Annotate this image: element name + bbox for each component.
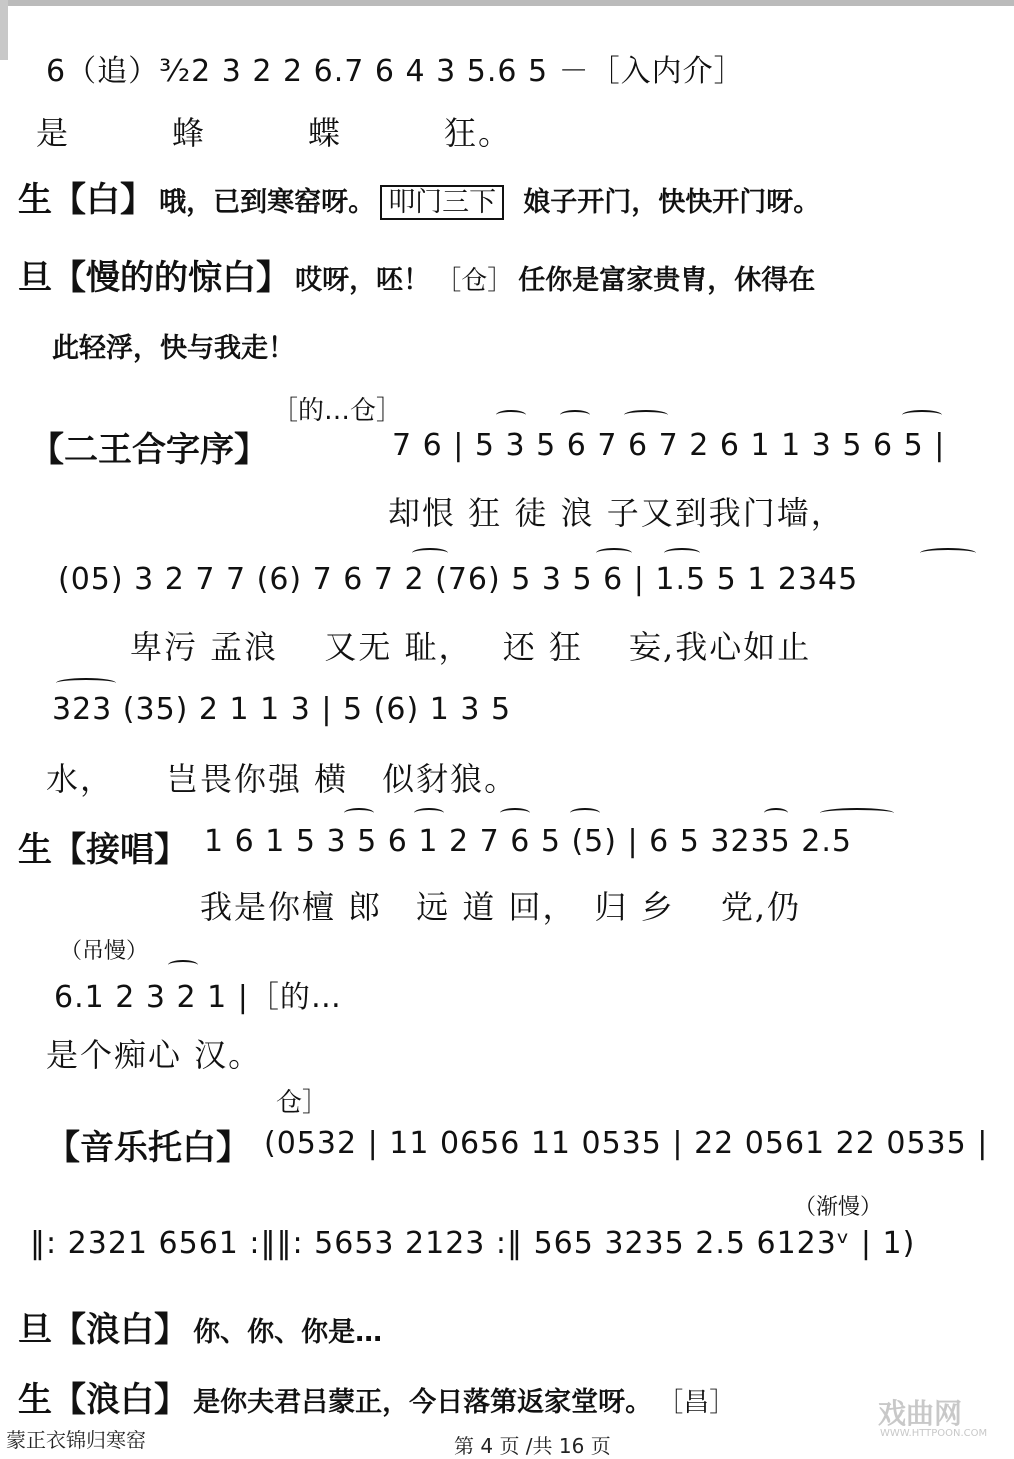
notation-line-4: 323 (35) 2 1 1 3 | 5 (6) 1 3 5 bbox=[52, 692, 512, 727]
notation-line-5: 1 6 1 5 3 5 6 1 2 7 6 5 (5) | 6 5 3235 2.5 bbox=[204, 824, 852, 859]
speaker-label: 旦【浪白】 bbox=[18, 1310, 188, 1350]
slur-mark bbox=[56, 678, 116, 688]
lyric-line-5: 我是你檀 郎 远 道 回， 归 乡 党,仍 bbox=[200, 888, 802, 926]
slur-mark bbox=[560, 410, 590, 420]
slur-mark bbox=[344, 808, 374, 818]
dialogue-text: 你、你、你是… bbox=[193, 1317, 383, 1348]
lyric-line-4: 水， 岂畏你强 横 似豺狼。 bbox=[46, 760, 519, 798]
slur-mark bbox=[624, 410, 668, 420]
lyric-line-3: 卑污 孟浪 又无 耻， 还 狂 妄,我心如止 bbox=[130, 628, 812, 666]
lyric-line-1: 是 蜂 蝶 狂。 bbox=[36, 114, 513, 152]
percussion-cue-3: 仓］ bbox=[276, 1088, 329, 1118]
tune-label-jiechang: 生【接唱】 bbox=[18, 830, 188, 870]
tempo-mark-jianman: （渐慢） bbox=[794, 1195, 883, 1220]
notation-line-3: (05) 3 2 7 7 (6) 7 6 7 2 (76) 5 3 5 6 | 1.5 5 1 2345 bbox=[58, 562, 859, 597]
slur-mark bbox=[168, 960, 198, 970]
percussion-cue: ［仓］ bbox=[435, 266, 514, 296]
watermark-logo: 戏曲网 bbox=[878, 1397, 963, 1430]
scan-top-edge bbox=[0, 0, 1014, 6]
dialogue-text: 哎呀，呸！ bbox=[295, 265, 431, 296]
footer-title: 蒙正衣锦归寒窑 bbox=[6, 1428, 146, 1452]
slur-mark bbox=[820, 808, 894, 818]
dialogue-text: 哦，已到寒窑呀。 bbox=[159, 187, 376, 218]
slur-mark bbox=[902, 410, 942, 420]
slur-mark bbox=[570, 808, 600, 818]
slur-mark bbox=[496, 410, 526, 420]
dialogue-sheng-2 bbox=[18, 1372, 735, 1421]
notation-line-2: 7 6 | 5 3 5 6 7 6 7 2 6 1 1 3 5 6 5 | bbox=[392, 428, 946, 463]
slur-mark bbox=[920, 548, 976, 558]
stage-direction-box: 叩门三下 bbox=[380, 185, 504, 220]
percussion-cue: ［昌］ bbox=[657, 1388, 736, 1418]
dialogue-sheng-1 bbox=[18, 172, 820, 221]
tune-label-erwang: 【二王合字序】 bbox=[30, 430, 268, 470]
slur-mark bbox=[764, 808, 788, 818]
slur-mark bbox=[596, 548, 632, 558]
tune-label-yinyue: 【音乐托白】 bbox=[46, 1128, 250, 1168]
lyric-line-2: 却恨 狂 徒 浪 子又到我门墙， bbox=[388, 494, 845, 532]
slur-mark bbox=[664, 548, 700, 558]
dialogue-text: 是你夫君吕蒙正，今日落第返家堂呀。 bbox=[193, 1387, 653, 1418]
notation-line-8: ‖: 2321 6561 :‖‖: 5653 2123 :‖ 565 3235 2.5 6123ᵛ | 1) bbox=[30, 1226, 916, 1261]
notation-line-7: (0532 | 11 0656 11 0535 | 22 0561 22 0535 | bbox=[264, 1126, 989, 1161]
slur-mark bbox=[500, 808, 530, 818]
scan-corner-shadow bbox=[0, 0, 8, 60]
page-number: 第 4 页 /共 16 页 bbox=[454, 1434, 611, 1458]
lyric-line-6: 是个痴心 汉。 bbox=[46, 1036, 263, 1074]
dialogue-dan-2 bbox=[18, 1302, 382, 1351]
dialogue-dan-1-cont: 此轻浮，快与我走！ bbox=[52, 333, 295, 364]
percussion-cue-2: ［的…仓］ bbox=[272, 396, 403, 426]
slur-mark bbox=[412, 548, 448, 558]
tempo-mark-diaoman: （吊慢） bbox=[60, 939, 149, 964]
speaker-label: 生【白】 bbox=[18, 180, 154, 220]
watermark-url: WWW.HTTPOON.COM bbox=[880, 1428, 988, 1439]
dialogue-text-2: 娘子开门，快快开门呀。 bbox=[523, 187, 821, 218]
slur-mark bbox=[414, 808, 444, 818]
notation-line-6: 6.1 2 3 2 1 |［的… bbox=[54, 980, 342, 1015]
notation-line-1: 6（追）³⁄₂2 3 2 2 6.7 6 4 3 5.6 5 －［入内介］ bbox=[46, 54, 745, 89]
speaker-label: 生【浪白】 bbox=[18, 1380, 188, 1420]
dialogue-dan-1 bbox=[18, 250, 815, 299]
dialogue-text-2: 任你是富家贵胄，休得在 bbox=[518, 265, 816, 296]
speaker-label: 旦【慢的的惊白】 bbox=[18, 258, 290, 298]
